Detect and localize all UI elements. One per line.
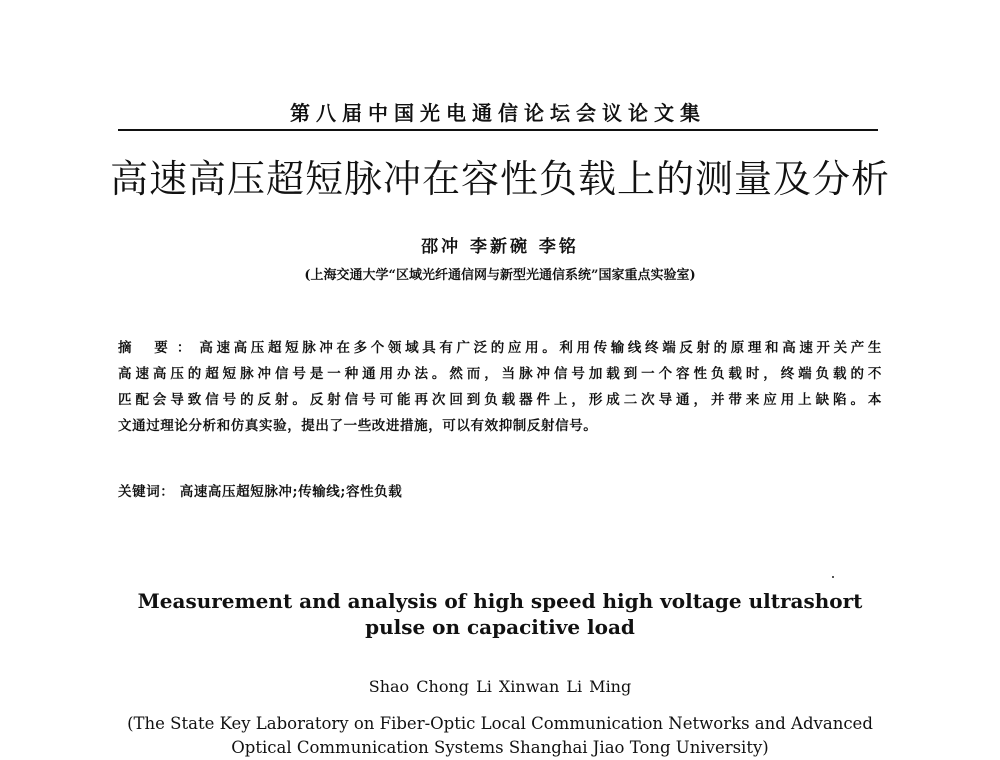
- affiliation-cn: (上海交通大学“区域光纤通信网与新型光通信系统”国家重点实验室): [304, 268, 696, 283]
- speck: [832, 576, 834, 578]
- abstract-line: 摘 要：高速高压超短脉冲在多个领域具有广泛的应用。利用传输线终端反射的原理和高速开关产生: [118, 340, 882, 356]
- keywords-cn: [118, 480, 402, 500]
- paper-title-cn: 高速高压超短脉冲在容性负载上的测量及分析: [109, 157, 890, 201]
- abstract-line: 高速高压的超短脉冲信号是一种通用办法。然而，当脉冲信号加载到一个容性负载时，终端负载的不: [118, 366, 882, 382]
- title-en-line: Measurement and analysis of high speed high voltage ultrashort: [137, 589, 863, 613]
- affiliation-en: [80, 712, 920, 760]
- abstract-line: 匹配会导致信号的反射。反射信号可能再次回到负载器件上，形成二次导通，并带来应用上缺陷。本: [118, 392, 882, 408]
- paper-title-en: [100, 588, 900, 640]
- affiliation-en-line: (The State Key Laboratory on Fiber-Optic Local Communication Networks and Advanced: [127, 714, 873, 733]
- header-rule: [118, 129, 878, 131]
- abstract-cn: [118, 335, 882, 439]
- keywords-text: 高速高压超短脉冲;传输线;容性负载: [179, 484, 403, 500]
- abstract-label: 摘 要：: [118, 340, 200, 356]
- abstract-line: 文通过理论分析和仿真实验，提出了一些改进措施，可以有效抑制反射信号。: [118, 418, 598, 434]
- authors-cn: 邵冲 李新碗 李铭: [421, 237, 579, 257]
- affiliation-en-line: Optical Communication Systems Shanghai Jiao Tong University): [231, 738, 769, 757]
- running-header: 第八届中国光电通信论坛会议论文集: [290, 101, 706, 125]
- keywords-label: 关键词：: [118, 484, 175, 500]
- title-en-line: pulse on capacitive load: [365, 615, 635, 639]
- authors-en: Shao Chong Li Xinwan Li Ming: [368, 677, 632, 696]
